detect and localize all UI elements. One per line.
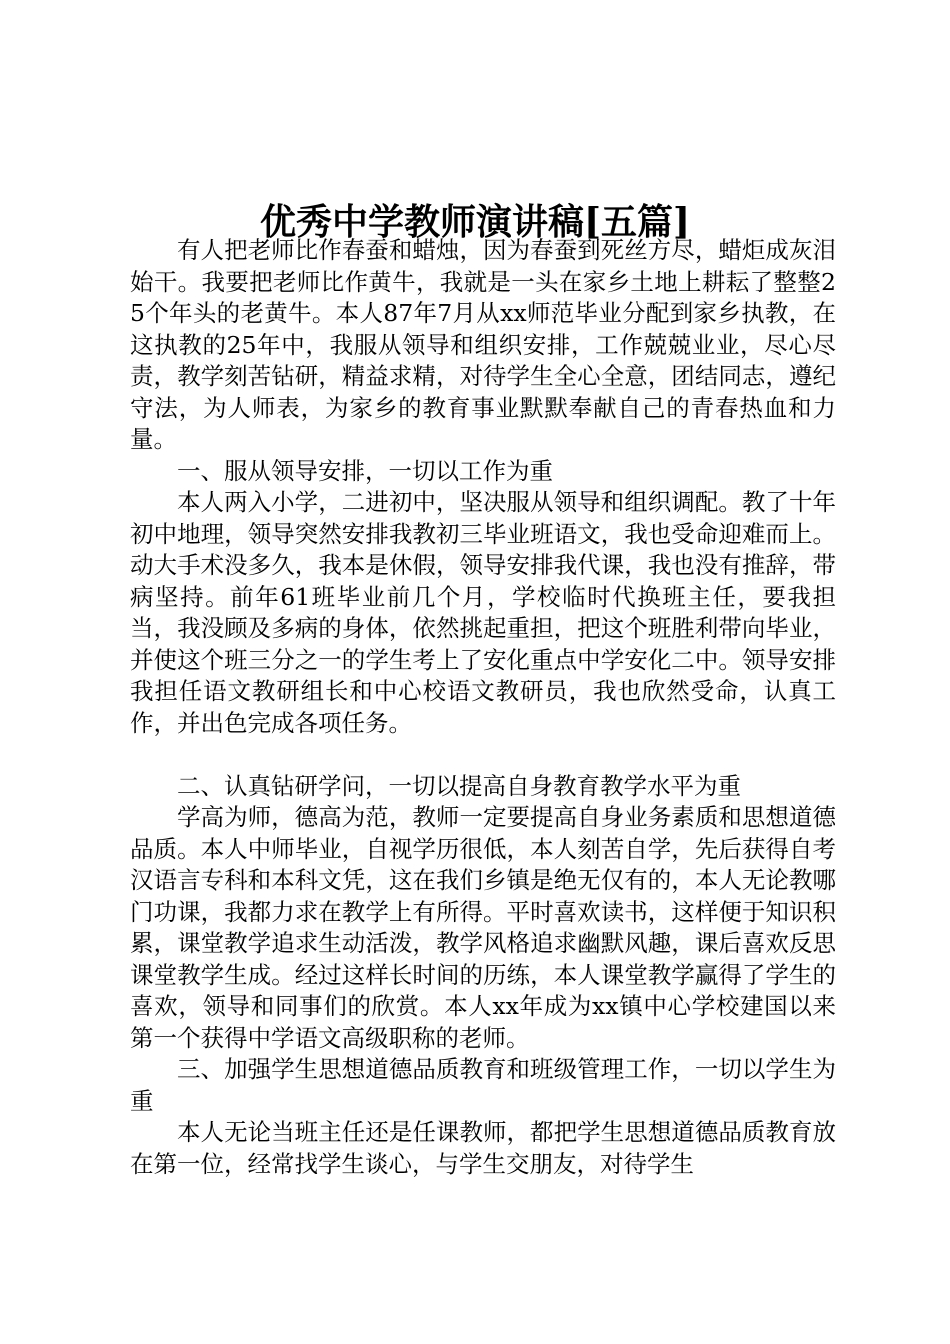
document-body xyxy=(130,235,836,1180)
paragraph-section-2: 学高为师，德高为范，教师一定要提高自身业务素质和思想道德品质。本人中师毕业，自视学历很低，本人刻苦自学，先后获得自考汉语言专科和本科文凭，这在我们乡镇是绝无仅有的，本人无论教哪门功课，我都力求在教学上有所得。平时喜欢读书，这样便于知识积累，课堂教学追求生动活泼，教学风格追求幽默风趣，课后喜欢反思课堂教学生成。经过这样长时间的历练，本人课堂教学赢得了学生的喜欢，领导和同事们的欣赏。本人xx年成为xx镇中心学校建国以来第一个获得中学语文高级职称的老师。 xyxy=(130,803,836,1052)
section-heading-1: 一、服从领导安排，一切以工作为重 xyxy=(177,456,553,485)
section-heading-2: 二、认真钻研学问，一切以提高自身教育教学水平为重 xyxy=(177,771,741,800)
paragraph-section-1: 本人两入小学，二进初中，坚决服从领导和组织调配。教了十年初中地理，领导突然安排我教初三毕业班语文，我也受命迎难而上。动大手术没多久，我本是休假，领导安排我代课，我也没有推辞，带病坚持。前年61班毕业前几个月，学校临时代换班主任，要我担当，我没顾及多病的身体，依然挑起重担，把这个班胜利带向毕业，并使这个班三分之一的学生考上了安化重点中学安化二中。领导安排我担任语文教研组长和中心校语文教研员，我也欣然受命，认真工作，并出色完成各项任务。 xyxy=(130,488,836,737)
paragraph-section-3: 本人无论当班主任还是任课教师，都把学生思想道德品质教育放在第一位，经常找学生谈心，与学生交朋友，对待学生 xyxy=(130,1118,836,1178)
section-heading-3: 三、加强学生思想道德品质教育和班级管理工作，一切以学生为重 xyxy=(130,1055,836,1115)
paragraph-intro: 有人把老师比作春蚕和蜡烛，因为春蚕到死丝方尽，蜡炬成灰泪始干。我要把老师比作黄牛，我就是一头在家乡土地上耕耘了整整25个年头的老黄牛。本人87年7月从xx师范毕业分配到家乡执教，在这执教的25年中，我服从领导和组织安排，工作兢兢业业，尽心尽责，教学刻苦钻研，精益求精，对待学生全心全意，团结同志，遵纪守法，为人师表，为家乡的教育事业默默奉献自己的青春热血和力量。 xyxy=(130,236,836,453)
document-title: 优秀中学教师演讲稿[五篇] xyxy=(259,201,691,244)
